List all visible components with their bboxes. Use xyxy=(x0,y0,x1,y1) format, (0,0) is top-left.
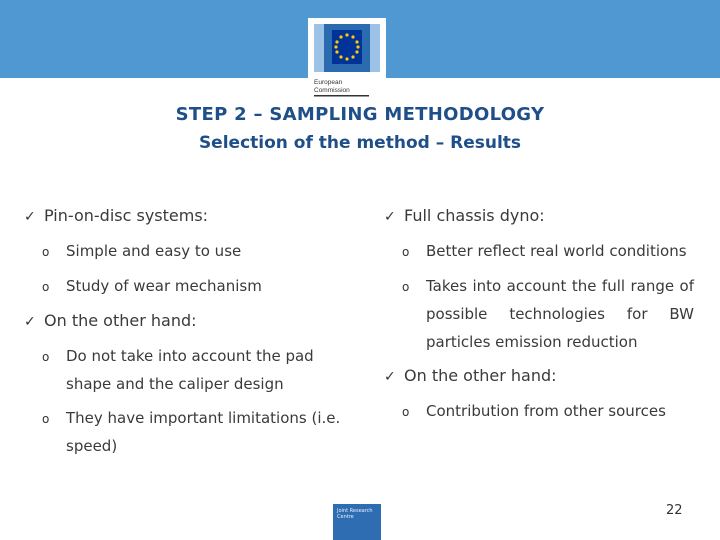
left-heading-1: ✓ Pin-on-disc systems: xyxy=(24,202,344,231)
european-commission-logo xyxy=(308,18,386,100)
svg-text:European: European xyxy=(314,79,343,86)
left-column xyxy=(24,202,344,466)
right-column xyxy=(384,202,694,432)
checkmark-icon: ✓ xyxy=(384,369,396,385)
circle-bullet-icon: o xyxy=(42,245,50,259)
circle-bullet-icon: o xyxy=(402,280,410,294)
right-heading-1: ✓ Full chassis dyno: xyxy=(384,202,694,231)
right-heading-2: ✓ On the other hand: xyxy=(384,362,694,391)
list-item: o Better reflect real world conditions xyxy=(402,237,694,266)
slide-title: STEP 2 – SAMPLING METHODOLOGY xyxy=(175,104,545,125)
circle-bullet-icon: o xyxy=(402,405,410,419)
circle-bullet-icon: o xyxy=(42,350,50,364)
jrc-logo: Joint Research Centre xyxy=(333,504,381,540)
page-number: 22 xyxy=(666,503,683,518)
left-heading-2: ✓ On the other hand: xyxy=(24,307,344,336)
checkmark-icon: ✓ xyxy=(24,209,36,225)
checkmark-icon: ✓ xyxy=(24,314,36,330)
circle-bullet-icon: o xyxy=(42,412,50,426)
list-item: o Study of wear mechanism xyxy=(42,272,344,301)
slide-subtitle: Selection of the method – Results xyxy=(198,133,522,153)
svg-text:Commission: Commission xyxy=(314,87,350,94)
circle-bullet-icon: o xyxy=(402,245,410,259)
title-block xyxy=(0,104,720,153)
list-item: o Takes into account the full range of possible technologies for BW particles emission reduction xyxy=(402,272,694,356)
list-item: o Do not take into account the pad shape and the caliper design xyxy=(42,342,344,398)
list-item: o They have important limitations (i.e. speed) xyxy=(42,404,344,460)
circle-bullet-icon: o xyxy=(42,280,50,294)
list-item: o Contribution from other sources xyxy=(402,397,694,426)
list-item: o Simple and easy to use xyxy=(42,237,344,266)
checkmark-icon: ✓ xyxy=(384,209,396,225)
